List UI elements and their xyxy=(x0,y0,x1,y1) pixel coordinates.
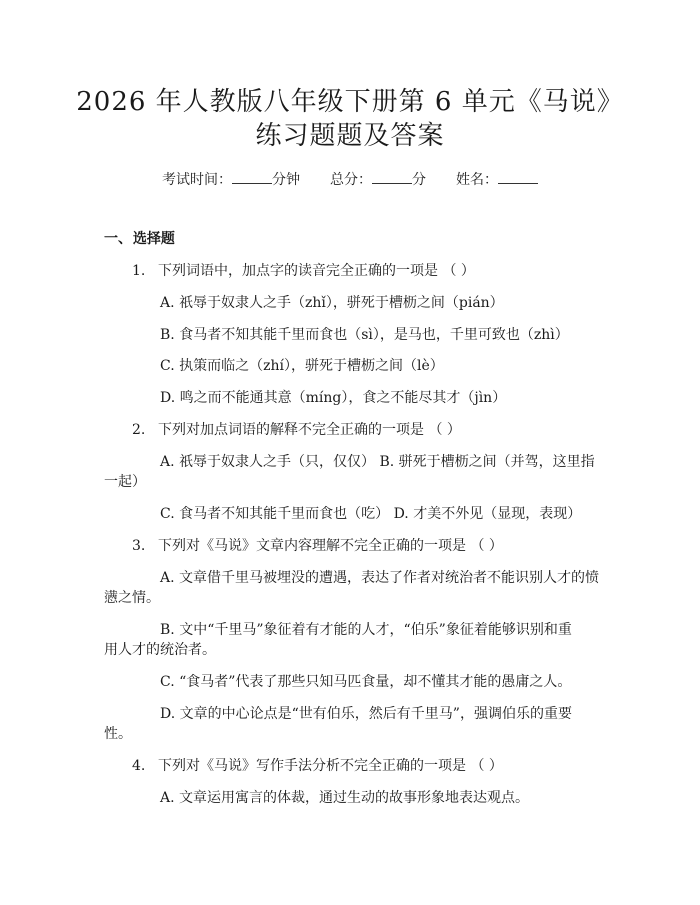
exam-meta xyxy=(0,169,700,190)
document-title-line-2: 练习题题及答案 xyxy=(255,121,445,151)
question-2-options-ab-continued: 一起） xyxy=(104,474,146,490)
question-text: 下列对《马说》写作手法分析不完全正确的一项是 （ ） xyxy=(158,758,503,774)
score-label: 总分： xyxy=(330,172,372,188)
question-4-option-a: A. 文章运用寓言的体裁，通过生动的故事形象地表达观点。 xyxy=(160,790,530,806)
section-title: 选择题 xyxy=(132,231,175,247)
question-text: 下列对加点词语的解释不完全正确的一项是 （ ） xyxy=(158,422,461,438)
question-2-options-ab: A. 祇辱于奴隶人之手（只，仅仅） B. 骈死于槽枥之间（并驾，这里指 xyxy=(160,454,595,470)
question-1-option-b: B. 食马者不知其能千里而食也（sì），是马也，千里可致也（zhì） xyxy=(160,327,569,343)
score-unit: 分 xyxy=(412,172,426,188)
question-2-stem xyxy=(132,420,461,440)
question-3-option-a-continued: 懑之情。 xyxy=(104,590,160,606)
name-label: 姓名： xyxy=(456,172,498,188)
question-1-option-a: A. 祇辱于奴隶人之手（zhǐ），骈死于槽枥之间（pián） xyxy=(160,295,504,311)
question-number: 4. xyxy=(132,758,146,774)
time-blank xyxy=(232,169,272,184)
name-blank xyxy=(498,169,538,184)
question-4-stem xyxy=(132,756,503,776)
question-3-stem xyxy=(132,536,503,556)
question-3-option-a: A. 文章借千里马被埋没的遭遇，表达了作者对统治者不能识别人才的愤 xyxy=(160,570,600,586)
question-3-option-b-continued: 用人才的统治者。 xyxy=(104,642,216,658)
question-number: 3. xyxy=(132,538,146,554)
question-2-options-cd: C. 食马者不知其能千里而食也（吃） D. 才美不外见（显现，表现） xyxy=(160,506,582,522)
section-heading xyxy=(104,229,175,249)
question-text: 下列词语中，加点字的读音完全正确的一项是 （ ） xyxy=(158,263,475,279)
document-title-line-1: 2026 年人教版八年级下册第 6 单元《马说》 xyxy=(76,87,624,117)
time-label: 考试时间： xyxy=(162,172,232,188)
question-number: 2. xyxy=(132,422,146,438)
question-text: 下列对《马说》文章内容理解不完全正确的一项是 （ ） xyxy=(158,538,503,554)
question-number: 1. xyxy=(132,263,146,279)
section-number: 一、 xyxy=(104,231,132,247)
question-1-stem xyxy=(132,261,475,281)
time-unit: 分钟 xyxy=(272,172,300,188)
question-1-option-d: D. 鸣之而不能通其意（míng），食之不能尽其才（jìn） xyxy=(160,390,507,406)
question-3-option-c: C. “食马者”代表了那些只知马匹食量，却不懂其才能的愚庸之人。 xyxy=(160,674,572,690)
question-3-option-b: B. 文中“千里马”象征着有才能的人才，“伯乐”象征着能够识别和重 xyxy=(160,622,572,638)
score-blank xyxy=(372,169,412,184)
question-3-option-d-continued: 性。 xyxy=(104,726,132,742)
question-1-option-c: C. 执策而临之（zhí），骈死于槽枥之间（lè） xyxy=(160,358,444,374)
question-3-option-d: D. 文章的中心论点是“世有伯乐，然后有千里马”，强调伯乐的重要 xyxy=(160,706,572,722)
